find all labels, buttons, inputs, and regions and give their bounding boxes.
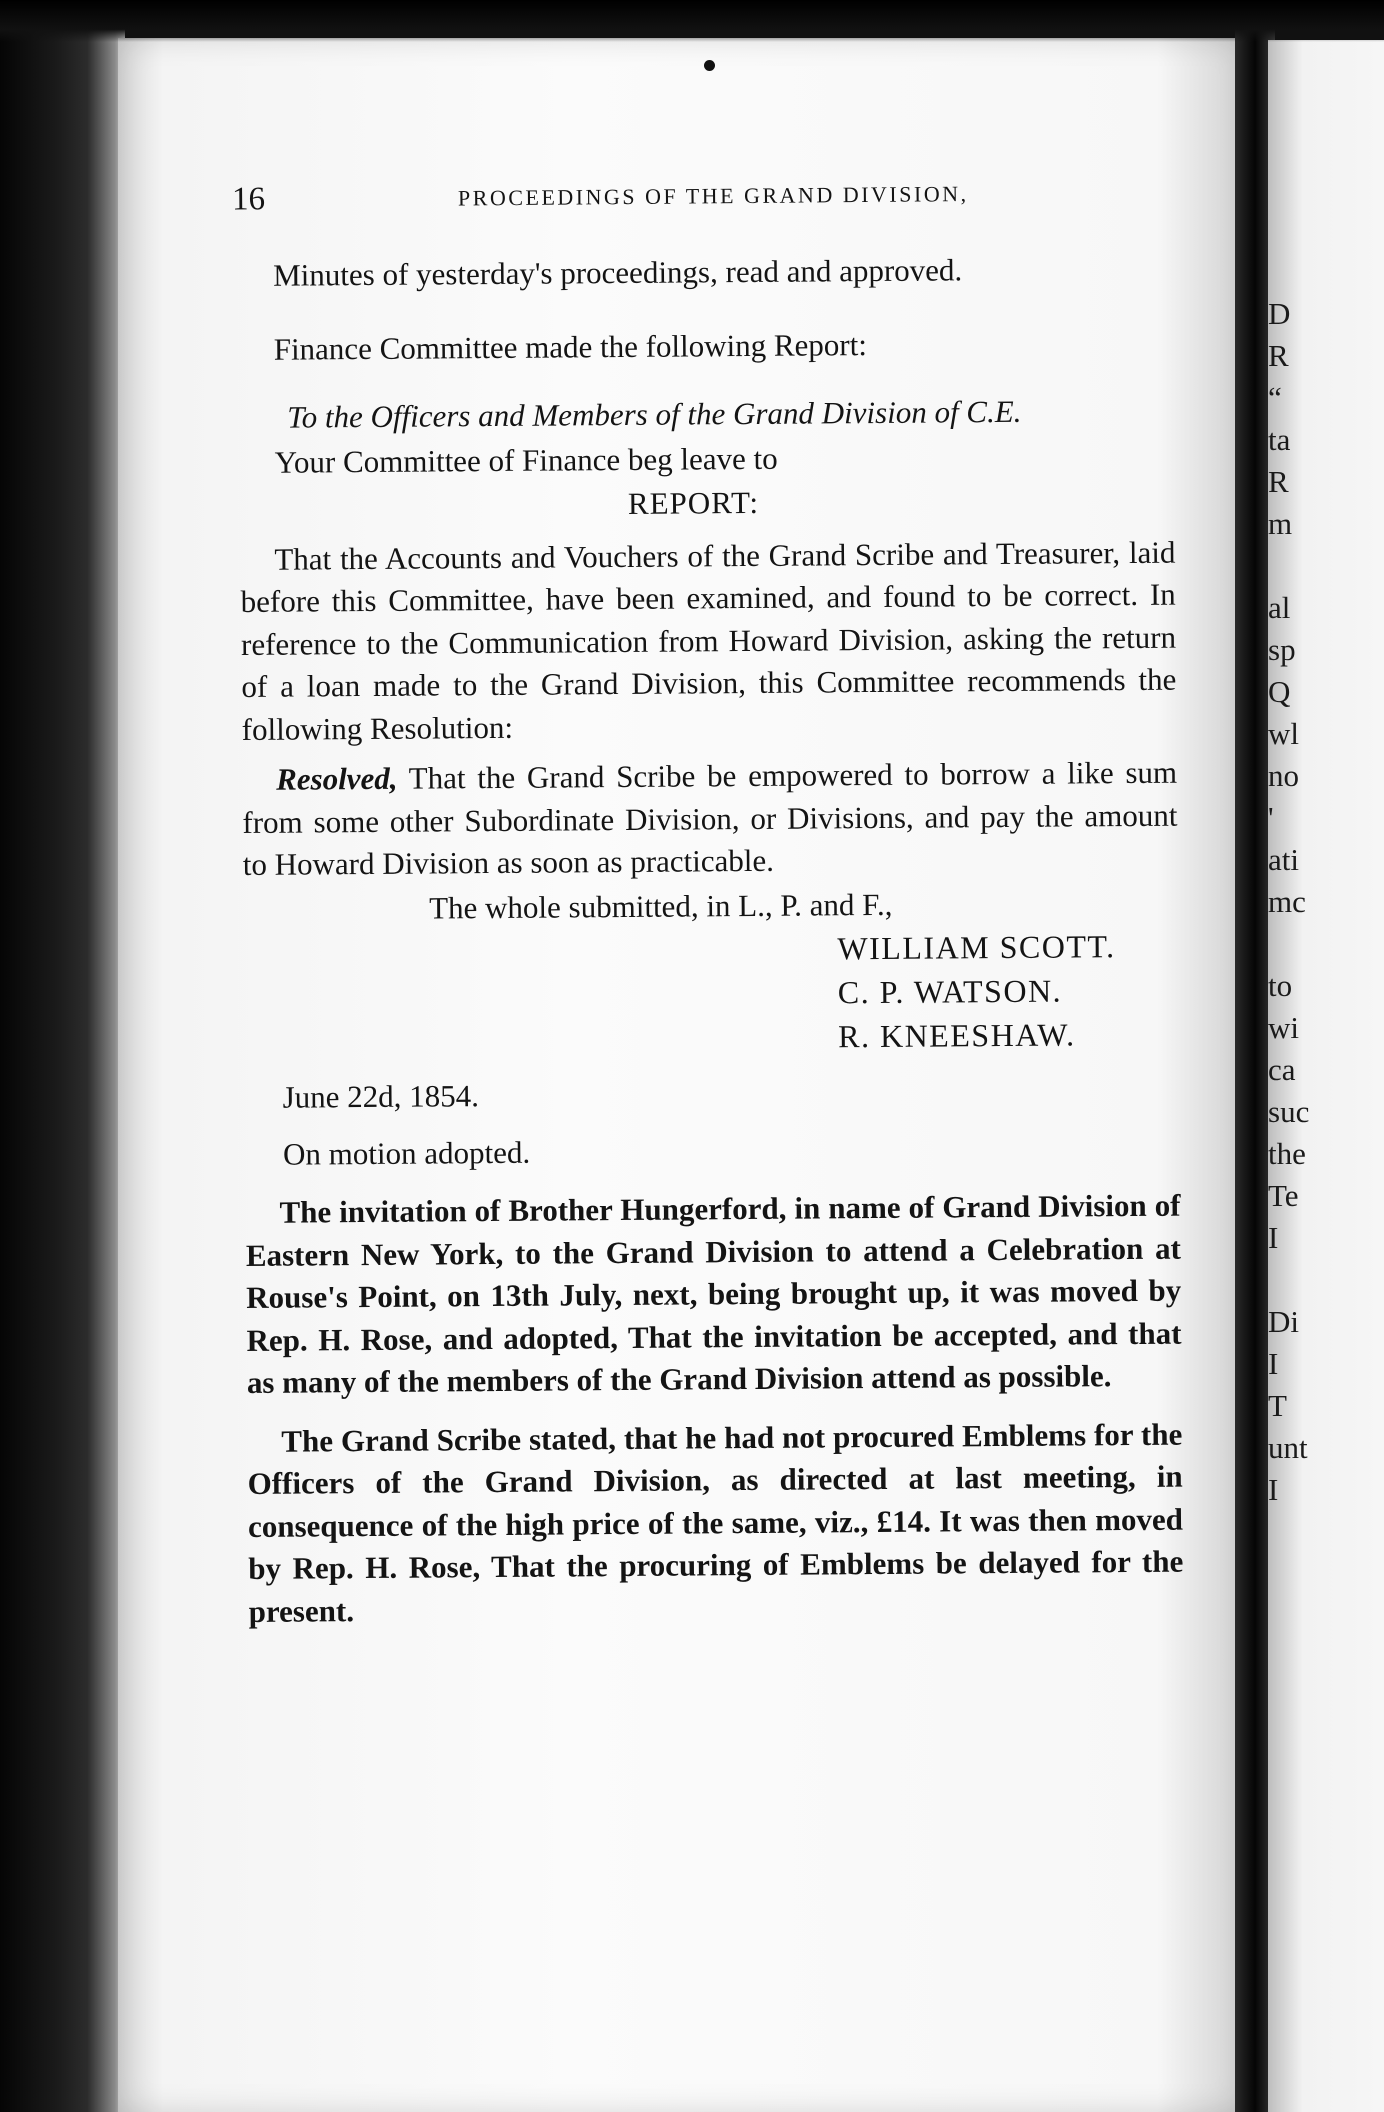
page-header — [232, 175, 1032, 222]
invitation-paragraph: The invitation of Brother Hungerford, in name of Grand Division of Eastern New York, to the Grand Division to attend a Celebration at Rouse's Point, on 13th July, next, being brought up, it was moved by Rep. H. Rose, and adopted, That the invitation be accepted, and that as many of the members of the Grand Division attend as possible. — [245, 1187, 1182, 1400]
facing-fragment: I — [1268, 1472, 1279, 1507]
facing-page-edge — [1268, 40, 1384, 2112]
report-body: That the Accounts and Vouchers of the Grand Scribe and Treasurer, laid before this Committee, have been examined, and found to be correct. In reference to the Communication from Howard Division, asking the return of a loan made to the Grand Division, this Committee recommends the following Resolution: — [240, 534, 1177, 747]
resolved-text: That the Grand Scribe be empowered to borrow a like sum from some other Subordinate Division, or Divisions, and pay the amount to Howard Division as soon as practicable. — [242, 754, 1178, 882]
facing-fragment: wi — [1268, 1010, 1299, 1045]
finance-intro: Finance Committee made the following Report: — [273, 326, 868, 367]
report-address: To the Officers and Members of the Grand Division of C.E. — [287, 393, 1022, 435]
facing-fragment: T — [1268, 1388, 1287, 1423]
facing-fragment: mc — [1268, 884, 1306, 919]
signatory-name: C. P. WATSON. — [837, 972, 1063, 1011]
top-edge-shadow — [0, 0, 1384, 42]
facing-fragment: to — [1268, 968, 1293, 1003]
facing-fragment: D — [1268, 296, 1291, 331]
resolution-paragraph — [242, 752, 1178, 887]
resolved-label: Resolved, — [275, 760, 398, 797]
submitted-line: The whole submitted, in L., P. and F., — [428, 886, 893, 926]
facing-fragment: ca — [1268, 1052, 1296, 1087]
signatories-list — [837, 924, 1179, 1059]
facing-fragment: R — [1268, 464, 1289, 499]
minutes-line: Minutes of yesterday's proceedings, read and approved. — [273, 252, 963, 293]
facing-fragment: Q — [1268, 674, 1291, 709]
committee-line: Your Committee of Finance beg leave to — [274, 440, 778, 480]
facing-fragment: ati — [1268, 842, 1299, 877]
facing-fragment: suc — [1268, 1094, 1310, 1129]
facing-fragment: unt — [1268, 1430, 1308, 1465]
facing-fragment: no — [1268, 758, 1299, 793]
book-spine-shadow — [0, 0, 125, 2112]
signatory-name: WILLIAM SCOTT. — [837, 928, 1116, 967]
running-head: PROCEEDINGS OF THE GRAND DIVISION, — [457, 181, 969, 211]
facing-fragment: Te — [1268, 1178, 1299, 1213]
facing-fragment: m — [1268, 506, 1293, 541]
facing-fragment: “ — [1268, 380, 1282, 415]
page-body — [238, 248, 1184, 1633]
ink-speck — [704, 60, 715, 71]
facing-fragment: I — [1268, 1220, 1279, 1255]
report-heading: REPORT: — [627, 484, 760, 521]
report-date: June 22d, 1854. — [282, 1078, 480, 1115]
adopted-line: On motion adopted. — [282, 1134, 531, 1172]
facing-fragment: al — [1268, 590, 1291, 625]
facing-fragment: Di — [1268, 1304, 1299, 1339]
facing-fragment: sp — [1268, 632, 1296, 667]
facing-fragment: ' — [1268, 800, 1274, 835]
facing-fragment: I — [1268, 1346, 1279, 1381]
facing-fragment: ta — [1268, 422, 1291, 457]
emblems-paragraph: The Grand Scribe stated, that he had not procured Emblems for the Officers of the Grand Division, as directed at last meeting, in consequence of the high price of the same, viz., £14. It was then moved by Rep. H. Rose, That the procuring of Emblems be delayed for the present. — [247, 1416, 1184, 1629]
signatory-name: R. KNEESHAW. — [838, 1016, 1076, 1055]
facing-fragment: wl — [1268, 716, 1299, 751]
facing-fragment: the — [1268, 1136, 1306, 1171]
page-number: 16 — [231, 181, 266, 218]
facing-fragment: R — [1268, 338, 1289, 373]
